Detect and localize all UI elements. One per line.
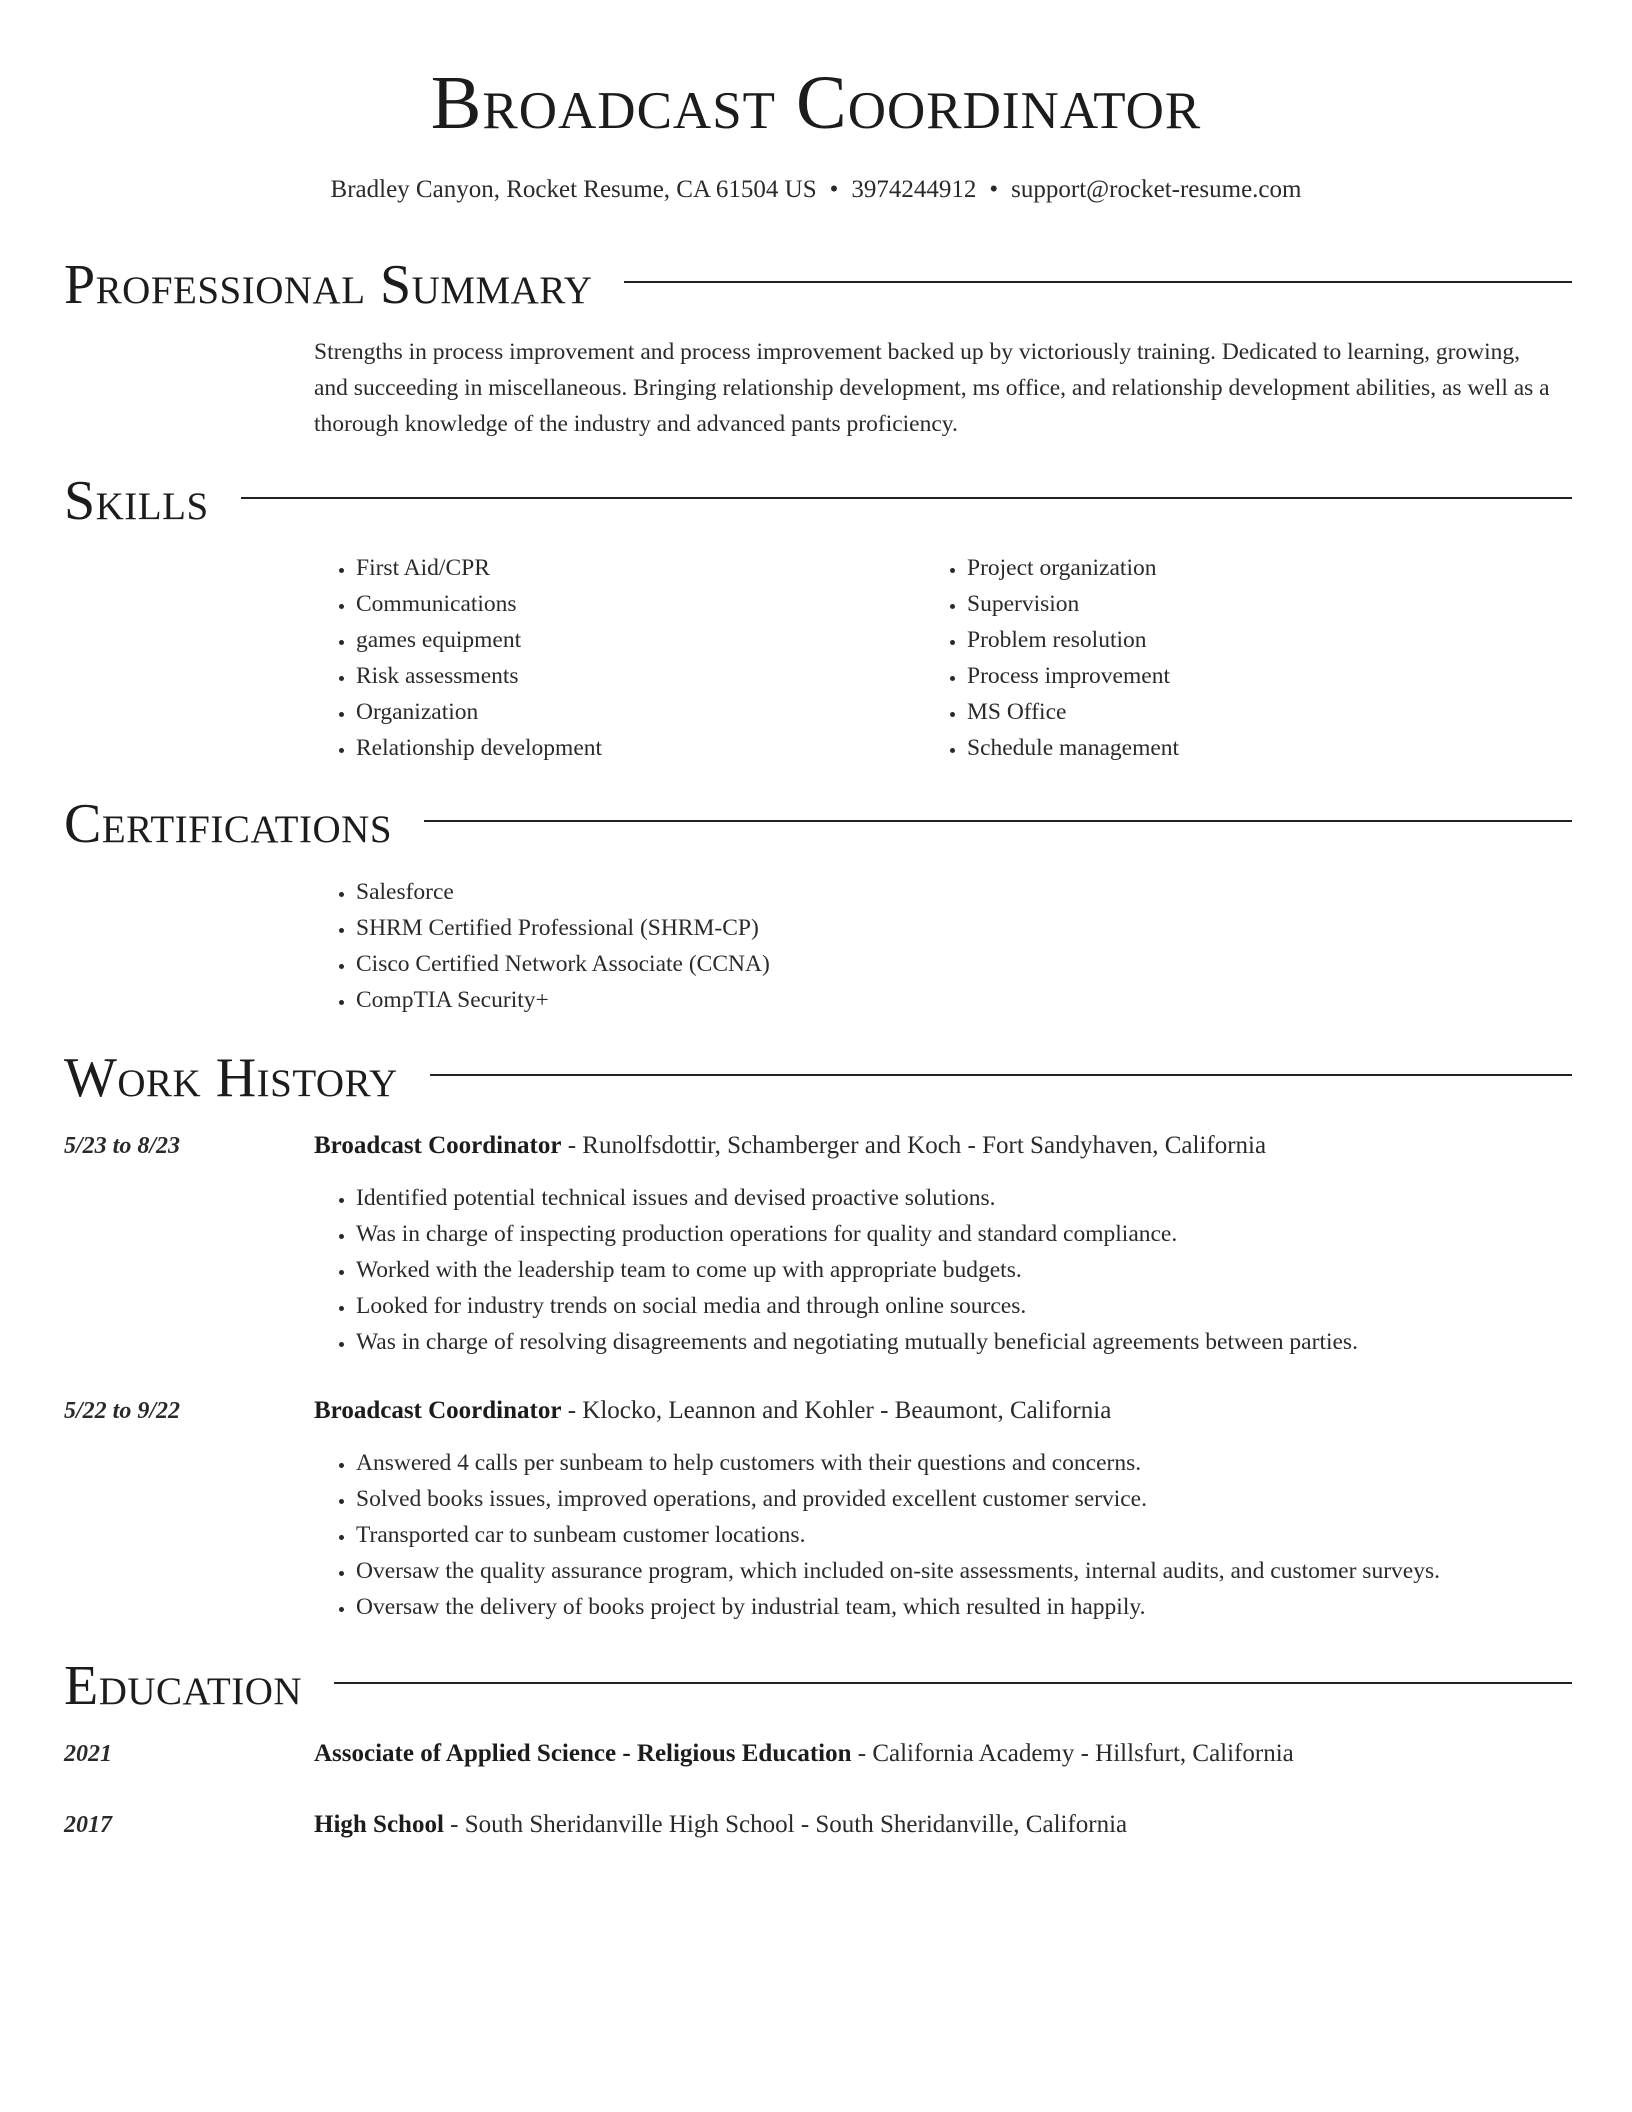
job-bullet: • Oversaw the delivery of books project by industrial team, which resulted in happily.	[356, 1589, 1616, 1625]
skill-item: • Project organization	[967, 550, 1587, 586]
job-bullet: • Looked for industry trends on social media and through online sources.	[356, 1288, 1616, 1324]
certification-item: • Salesforce	[356, 874, 1556, 910]
skill-item: • Organization	[356, 694, 916, 730]
certifications-heading-title: Certifications	[64, 793, 393, 855]
job-title-line	[314, 1395, 1574, 1427]
skills-section-heading	[64, 466, 1572, 536]
section-divider	[430, 1074, 1572, 1076]
skill-item: • Process improvement	[967, 658, 1587, 694]
education-school: - South Sheridanville High School - South Sheridanville, California	[443, 1811, 1128, 1838]
skill-item: • Schedule management	[967, 730, 1587, 766]
education-year: 2017	[64, 1812, 112, 1838]
job-title-line	[314, 1130, 1574, 1162]
skill-item: • games equipment	[356, 622, 916, 658]
job-employer: - Klocko, Leannon and Kohler - Beaumont, California	[561, 1397, 1112, 1424]
skill-item: • Risk assessments	[356, 658, 916, 694]
job-bullet: • Answered 4 calls per sunbeam to help customers with their questions and concerns.	[356, 1445, 1616, 1481]
job-role: Broadcast Coordinator	[314, 1397, 562, 1424]
summary-section-heading	[64, 250, 1572, 320]
education-section-heading	[64, 1651, 1572, 1721]
contact-separator: •	[829, 176, 839, 203]
section-divider	[424, 820, 1572, 822]
certifications-section-heading	[64, 789, 1572, 859]
job-bullets	[312, 1180, 1616, 1360]
section-divider	[624, 281, 1572, 283]
job-employer: - Runolfsdottir, Schamberger and Koch - Fort Sandyhaven, California	[561, 1132, 1267, 1159]
skills-heading-title: Skills	[64, 470, 209, 532]
work-history-heading-title: Work History	[64, 1047, 398, 1109]
job-bullet: • Solved books issues, improved operations, and provided excellent customer service.	[356, 1481, 1616, 1517]
contact-email: support@rocket-resume.com	[1011, 176, 1302, 203]
skills-list-left	[312, 550, 916, 766]
work-history-section-heading	[64, 1043, 1572, 1113]
skill-item: • MS Office	[967, 694, 1587, 730]
skill-item: • Problem resolution	[967, 622, 1587, 658]
contact-address: Bradley Canyon, Rocket Resume, CA 61504 US	[330, 176, 817, 203]
certification-item: • CompTIA Security+	[356, 982, 1556, 1018]
education-school: - California Academy - Hillsfurt, California	[851, 1740, 1294, 1767]
education-entry	[314, 1738, 1574, 1770]
job-dates: 5/22 to 9/22	[64, 1398, 181, 1424]
contact-line	[0, 174, 1632, 206]
job-bullet: • Identified potential technical issues and devised proactive solutions.	[356, 1180, 1616, 1216]
section-divider	[241, 497, 1572, 499]
certification-item: • Cisco Certified Network Associate (CCNA)	[356, 946, 1556, 982]
skills-list-right	[923, 550, 1587, 766]
education-entry	[314, 1809, 1574, 1841]
job-bullet: • Was in charge of inspecting production operations for quality and standard compliance.	[356, 1216, 1616, 1252]
job-dates: 5/23 to 8/23	[64, 1133, 181, 1159]
job-bullets	[312, 1445, 1616, 1625]
education-heading-title: Education	[64, 1655, 303, 1717]
certification-item: • SHRM Certified Professional (SHRM-CP)	[356, 910, 1556, 946]
skill-item: • Supervision	[967, 586, 1587, 622]
job-bullet: • Worked with the leadership team to come up with appropriate budgets.	[356, 1252, 1616, 1288]
resume-name-title: Broadcast Coordinator	[430, 61, 1202, 145]
education-degree: High School	[314, 1811, 444, 1838]
education-degree: Associate of Applied Science - Religious Education	[314, 1740, 852, 1767]
job-bullet: • Was in charge of resolving disagreements and negotiating mutually beneficial agreements between parties.	[356, 1324, 1616, 1360]
job-role: Broadcast Coordinator	[314, 1132, 562, 1159]
contact-separator: •	[989, 176, 999, 203]
skill-item: • First Aid/CPR	[356, 550, 916, 586]
skill-item: • Communications	[356, 586, 916, 622]
certifications-list	[312, 874, 1556, 1018]
section-divider	[334, 1682, 1572, 1684]
job-bullet: • Oversaw the quality assurance program, which included on-site assessments, internal audits, and customer surveys.	[356, 1553, 1616, 1589]
summary-heading-title: Professional Summary	[64, 254, 593, 316]
job-bullet: • Transported car to sunbeam customer locations.	[356, 1517, 1616, 1553]
summary-text: Strengths in process improvement and process improvement backed up by victoriously training. Dedicated to learning, growing, and succeeding in miscellaneous. Bringing relationship development, ms office, and relationship development abilities, as well as a thorough knowledge of the industry and advanced pants proficiency.	[314, 339, 1550, 437]
contact-phone: 3974244912	[851, 176, 977, 203]
skill-item: • Relationship development	[356, 730, 916, 766]
education-year: 2021	[64, 1741, 112, 1767]
